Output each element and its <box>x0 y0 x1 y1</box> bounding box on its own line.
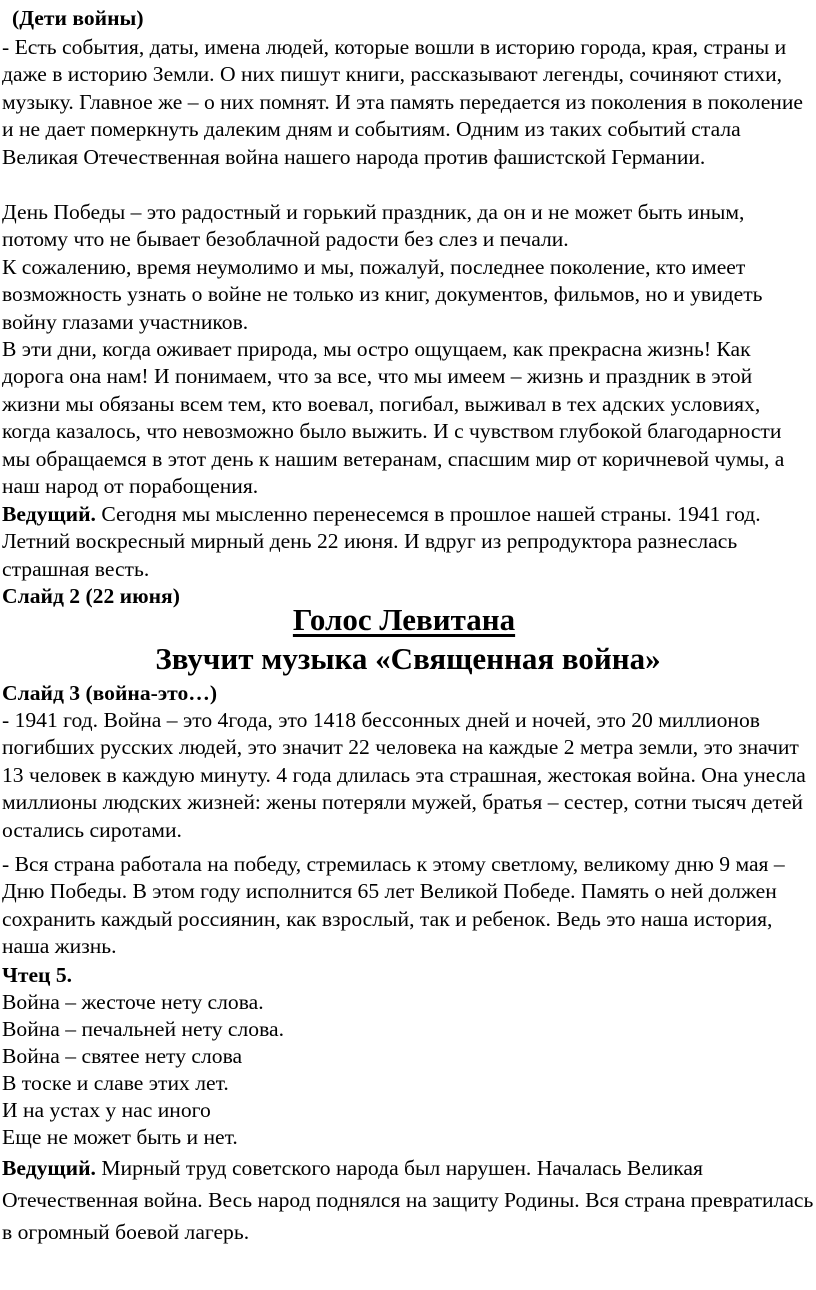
slide-2-heading: Слайд 2 (22 июня) <box>2 584 180 608</box>
poem-line: Война – жесточе нету слова. <box>2 990 264 1014</box>
war-paragraph-2: - Вся страна работала на победу, стремилась к этому светлому, великому дню 9 мая – Дню Победы. В этом году исполнится 65 лет Великой Победе. Память о ней должен сохранить каждый россиянин, как взрослый, так и ребенок. Ведь это наша история, наша жизнь. <box>2 852 785 959</box>
slide-3-heading: Слайд 3 (война-это…) <box>2 681 218 705</box>
host-paragraph-2 <box>2 1152 814 1248</box>
intro-paragraph-1: - Есть события, даты, имена людей, которые вошли в историю города, края, страны и даже в историю Земли. О них пишут книги, рассказывают легенды, сочиняют стихи, музыку. Главное же – о них помнят. И эта память передается из поколения в поколение и не дает померкнуть далеким дням и событиям. Одним из таких событий стала Великая Отечественная война нашего народа против фашистской Германии. <box>2 35 803 169</box>
host-text: Мирный труд советского народа был нарушен. Началась Великая Отечественная война. Весь народ поднялся на защиту Родины. Вся страна превратилась в огромный боевой лагерь. <box>2 1156 814 1244</box>
poem-line: Война – святее нету слова <box>2 1044 243 1068</box>
intro-paragraph-3: К сожалению, время неумолимо и мы, пожалуй, последнее поколение, кто имеет возможность узнать о войне не только из книг, документов, фильмов, но и увидеть войну глазами участников. <box>2 255 763 334</box>
intro-paragraph-2: День Победы – это радостный и горький праздник, да он и не может быть иным, потому что не бывает безоблачной радости без слез и печали. <box>2 200 745 252</box>
poem-line: И на устах у нас иного <box>2 1098 211 1122</box>
music-title: Звучит музыка «Священная война» <box>155 641 661 676</box>
poem-line: В тоске и славе этих лет. <box>2 1071 229 1095</box>
war-paragraph-1: - 1941 год. Война – это 4года, это 1418 бессонных дней и ночей, это 20 миллионов погибших русских людей, это значит 22 человека на каждые 2 метра земли, это значит 13 человек в каждую минуту. 4 года длилась эта страшная, жестокая война. Она унесла миллионы людских жизней: жены потеряли мужей, братья – сестер, сотни тысяч детей остались сиротами. <box>2 708 806 842</box>
intro-paragraph-4: В эти дни, когда оживает природа, мы остро ощущаем, как прекрасна жизнь! Как дорога она нам! И понимаем, что за все, что мы имеем – жизнь и праздник в этой жизни мы обязаны всем тем, кто воевал, погибал, выживал в тех адских условиях, когда казалось, что невозможно было выжить. И с чувством глубокой благодарности мы обращаемся в этот день к нашим ветеранам, спасшим мир от коричневой чумы, а наш народ от порабощения. <box>2 337 785 499</box>
document-header: (Дети войны) <box>12 6 144 30</box>
levitan-title: Голос Левитана <box>292 602 516 637</box>
host-label: Ведущий. <box>2 502 96 526</box>
host-paragraph-1 <box>2 501 814 583</box>
reader-5-heading: Чтец 5. <box>2 963 73 987</box>
host-label: Ведущий. <box>2 1156 96 1180</box>
poem-line: Еще не может быть и нет. <box>2 1125 238 1149</box>
host-text: Сегодня мы мысленно перенесемся в прошлое нашей страны. 1941 год. Летний воскресный мирный день 22 июня. И вдруг из репродуктора разнеслась страшная весть. <box>2 502 761 581</box>
poem-line: Война – печальней нету слова. <box>2 1017 284 1041</box>
